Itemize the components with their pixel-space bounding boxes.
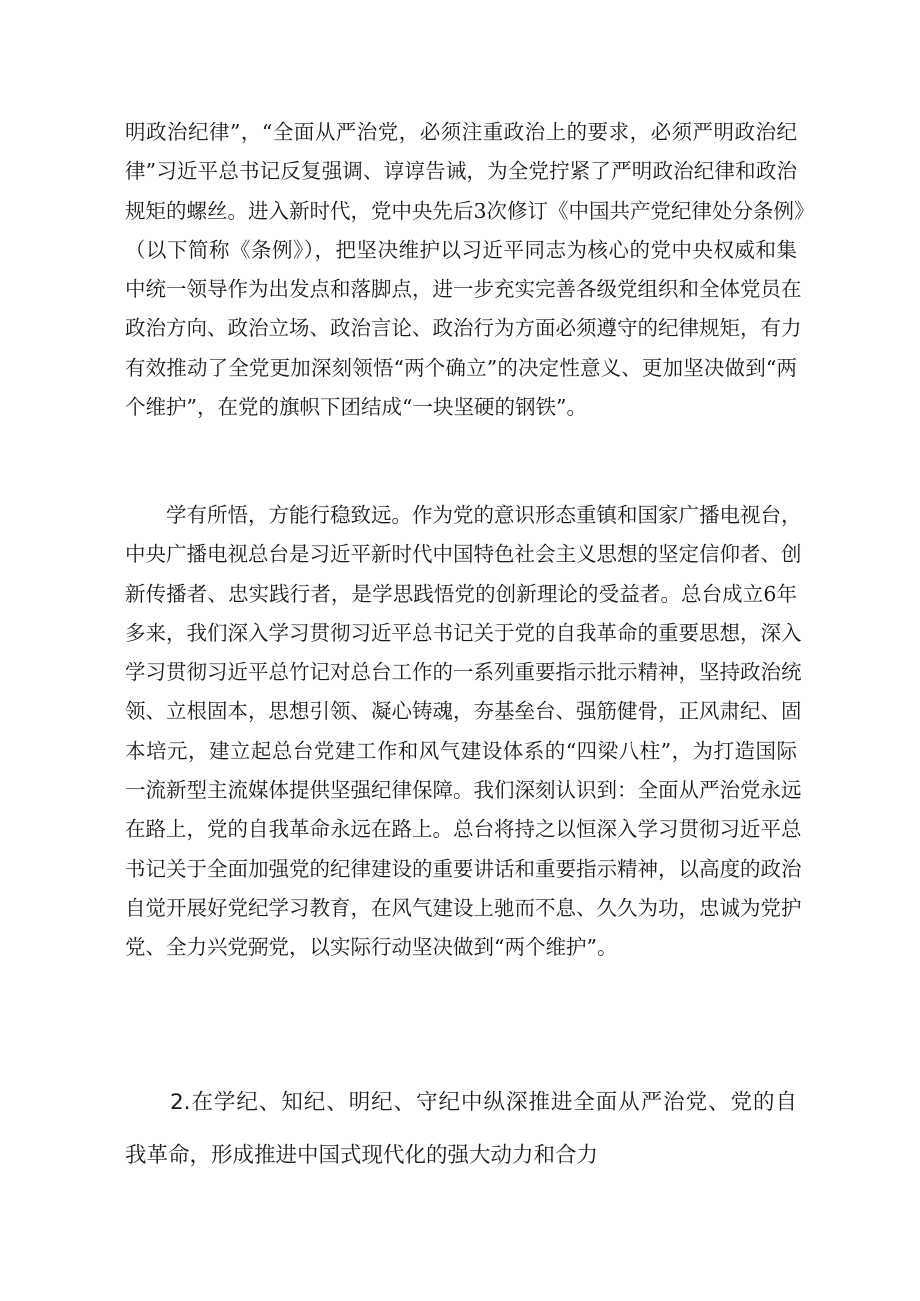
section-heading <box>125 1076 797 1182</box>
paragraph-line: 律”习近平总书记反复强调、谆谆告诫，为全党拧紧了严明政治纪律和政治 <box>125 159 797 184</box>
paragraph-line: 有效推动了全党更加深刻领悟“两个确立”的决定性意义、更加坚决做到“两 <box>125 355 797 380</box>
paragraph-line: 个维护”，在党的旗帜下团结成“一块坚硬的钢铁”。 <box>125 395 587 420</box>
paragraph-line: 一流新型主流媒体提供坚强纪律保障。我们深刻认识到：全面从严治党永远 <box>125 778 802 803</box>
paragraph-line: 学有所悟，方能行稳致远。作为党的意识形态重镇和国家广播电视台， <box>166 503 802 527</box>
paragraph-line: 中央广播电视总台是习近平新时代中国特色社会主义思想的坚定信仰者、创 <box>125 542 802 567</box>
paragraph-line: 政治方向、政治立场、政治言论、政治行为方面必须遵守的纪律规矩，有力 <box>125 316 802 341</box>
paragraph-line: 明政治纪律”，“全面从严治党，必须注重政治上的要求，必须严明政治纪 <box>125 120 797 144</box>
paragraph-line: 书记关于全面加强党的纪律建设的重要讲话和重要指示精神，以高度的政治 <box>125 856 802 881</box>
paragraph-line: 多来，我们深入学习贯彻习近平总书记关于党的自我革命的重要思想，深入 <box>125 620 802 645</box>
paragraph-line: 在路上，党的自我革命永远在路上。总台将持之以恒深入学习贯彻习近平总 <box>125 817 802 842</box>
paragraph-line: 中统一领导作为出发点和落脚点，进一步充实完善各级党组织和全体党员在 <box>125 277 802 302</box>
paragraph-line: 学习贯彻习近平总竹记对总台工作的一系列重要指示批示精神，坚持政治统 <box>125 660 802 685</box>
paragraph-cmg-learning <box>125 496 802 968</box>
paragraph-line: （以下简称《条例》），把坚决维护以习近平同志为核心的党中央权威和集 <box>125 237 797 262</box>
paragraph-line: 党、全力兴党弼党，以实际行动坚决做到“两个维护”。 <box>125 935 618 960</box>
heading-line: 我革命，形成推进中国式现代化的强大动力和合力 <box>125 1143 599 1168</box>
paragraph-line: 本培元，建立起总台党建工作和风气建设体系的“四梁八柱”，为打造国际 <box>125 738 797 763</box>
paragraph-line: 新传播者、忠实践行者，是学思践悟党的创新理论的受益者。总台成立6年 <box>125 581 797 606</box>
heading-line: 2.在学纪、知纪、明纪、守纪中纵深推进全面从严治党、党的自 <box>170 1090 797 1115</box>
paragraph-line: 自觉开展好党纪学习教育，在风气建设上驰而不息、久久为功，忠诚为党护 <box>125 895 802 920</box>
paragraph-line: 领、立根固本，思想引领、凝心铸魂，夯基垒台、强筋健骨，正风肃纪、固 <box>125 699 802 724</box>
paragraph-line: 规矩的螺丝。进入新时代，党中央先后3次修订《中国共产党纪律处分条例》 <box>125 198 815 223</box>
paragraph-political-discipline <box>125 113 815 427</box>
